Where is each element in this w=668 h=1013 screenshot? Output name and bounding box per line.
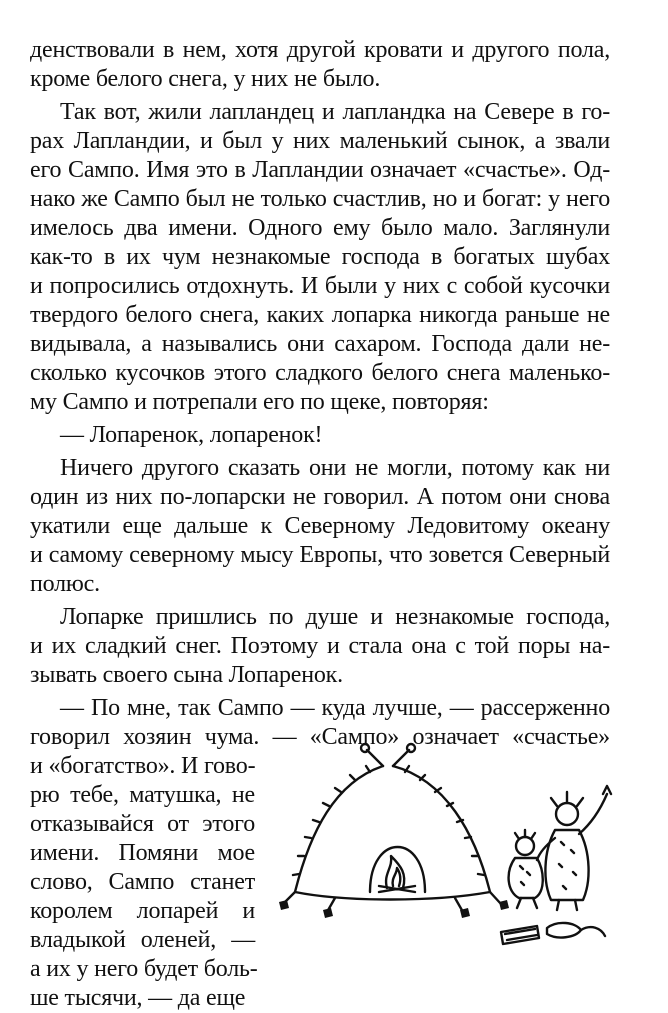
text-line: Ничего другого сказать они не могли, потому как ни <box>60 455 610 481</box>
text-line: имелось два имени. Одного ему было мало. Заглянули <box>30 215 610 241</box>
text-line: укатили еще дальше к Северному Ледовитому океану <box>30 513 610 539</box>
tent-pole-left <box>367 750 383 766</box>
text-line: отказывайся от этого <box>30 811 255 837</box>
tent-base <box>295 892 490 900</box>
text-line: зывать своего сына Лопаренок. <box>30 662 343 688</box>
text-line: и их сладкий снег. Поэтому и стала она с той поры на- <box>30 633 610 659</box>
text-line: королем лопарей и <box>30 898 255 924</box>
text-line: один из них по-лопарски не говорил. А потом они снова <box>30 484 610 510</box>
text-line: рю тебе, матушка, не <box>30 782 255 808</box>
text-line: и попросились отдохнуть. И были у них с собой кусочки <box>30 273 610 299</box>
text-line: говорил хозяин чума. — «Сампо» означает «счастье» <box>30 724 610 750</box>
text-line: рах Лапландии, и был у них маленький сынок, а звали <box>30 128 610 154</box>
text-line: Лопарке пришлись по душе и незнакомые господа, <box>60 604 610 630</box>
text-line: ше тысячи, — да еще <box>30 985 246 1011</box>
text-line: а их у него будет боль- <box>30 956 258 982</box>
adult-raised-arm <box>579 794 607 834</box>
adult-pattern <box>559 842 576 889</box>
fire-inner-flame <box>393 868 401 886</box>
text-line: сколько кусочков этого сладкого белого снега маленько- <box>30 360 610 386</box>
text-line: владыкой оленей, — <box>30 927 255 953</box>
text-line: — По мне, так Сампо — куда лучше, — рассерженно <box>60 695 610 721</box>
tent-pole-right <box>393 750 409 766</box>
illustration-drawing <box>275 742 635 952</box>
text-line: твердого белого снега, каких лопарка никогда раньше не <box>30 302 610 328</box>
child-legs <box>517 898 537 908</box>
text-line: слово, Сампо станет <box>30 869 255 895</box>
bundle <box>547 923 581 938</box>
text-line: как-то в их чум незнакомые господа в богатых шубах <box>30 244 610 270</box>
text-line: и «богатство». И гово- <box>30 753 256 779</box>
text-line: — Лопаренок, лопаренок! <box>60 422 323 448</box>
text-line: нако же Сампо был не только счастлив, но и богат: у него <box>30 186 610 212</box>
child-hat <box>515 830 535 839</box>
adult-legs <box>557 900 577 910</box>
text-line: Так вот, жили лапландец и лапландка на Севере в го- <box>60 99 610 125</box>
peg-heads <box>279 900 509 918</box>
text-line: му Сампо и потрепали его по щеке, повторяя: <box>30 389 489 415</box>
text-line: имени. Помяни мое <box>30 840 255 866</box>
tent-left-side <box>295 766 383 892</box>
fire-logs <box>379 886 415 892</box>
text-line: полюс. <box>30 571 100 597</box>
pole-tip-right <box>407 744 415 752</box>
text-line: его Сампо. Имя это в Лапландии означает «счастье». Од- <box>30 157 610 183</box>
child-body <box>509 858 543 898</box>
tent-and-figures-illustration <box>275 742 635 952</box>
bundle-tail <box>581 927 605 936</box>
adult-head <box>556 803 578 825</box>
pole-tip-left <box>361 744 369 752</box>
text-line: кроме белого снега, у них не было. <box>30 66 381 92</box>
text-line: видывала, а назывались они сахаром. Господа дали не- <box>30 331 610 357</box>
text-line: и самому северному мысу Европы, что зовется Северный <box>30 542 610 568</box>
tent-right-side <box>393 766 490 892</box>
adult-hand <box>603 786 611 794</box>
text-line: денствовали в нем, хотя другой кровати и другого пола, <box>30 37 610 63</box>
child-pattern <box>520 866 530 885</box>
